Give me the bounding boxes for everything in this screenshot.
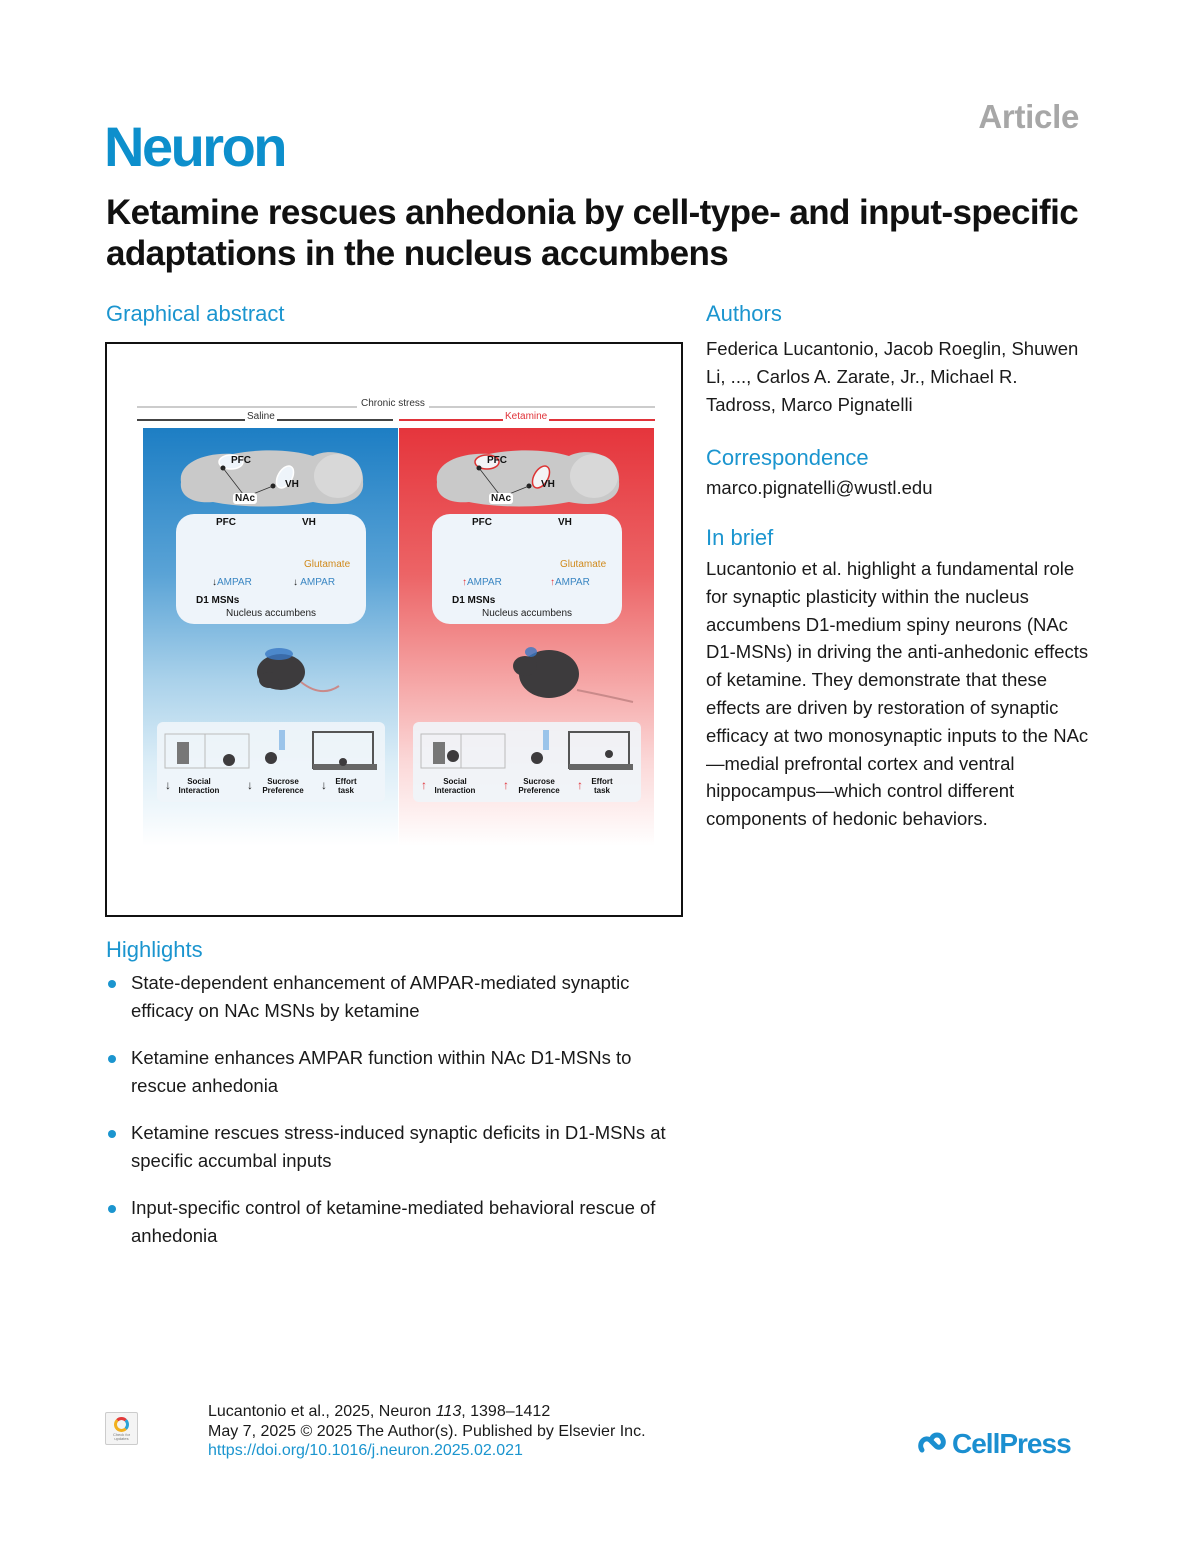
authors-heading: Authors (706, 301, 782, 326)
highlight-item: Input-specific control of ketamine-mediated behavioral rescue of anhedonia (106, 1194, 691, 1250)
brain-label-pfc: PFC (231, 455, 251, 466)
in-brief-heading: In brief (706, 525, 774, 550)
behavior-arrow-down-icon: ↓ (321, 778, 327, 792)
correspondence-email-link[interactable]: marco.pignatelli@wustl.edu (706, 477, 933, 498)
chronic-stress-label: Chronic stress (357, 398, 429, 409)
brain-label-nac: NAc (235, 493, 256, 504)
bullet-icon (108, 1055, 116, 1063)
in-brief-text: Lucantonio et al. highlight a fundamental role for synaptic plasticity within the nucleus accumbens D1-medium spiny neurons (NAc D1-MSNs) in driving the anti-anhedonic effects of ketamine. They demonstrate that these effects are driven by restoration of synaptic efficacy at two monosynaptic inputs to the NAc—medial prefrontal cortex and ventral hippocampus—which control different components of hedonic behaviors. (706, 558, 1089, 830)
highlights-list (106, 969, 706, 1250)
brain-label-vh: VH (285, 479, 299, 490)
behavior-apparatus-icon (163, 728, 381, 772)
highlight-item: Ketamine rescues stress-induced synaptic deficits in D1-MSNs at specific accumbal inputs (106, 1119, 691, 1175)
highlight-item: State-dependent enhancement of AMPAR-mediated synaptic efficacy on NAc MSNs by ketamine (106, 969, 691, 1025)
highlights-section (106, 937, 706, 1269)
behavior-effort-task: Effort task (591, 777, 613, 795)
authors-list: Federica Lucantonio, Jacob Roeglin, Shuwen Li, ..., Carlos A. Zarate, Jr., Michael R. Tadross, Marco Pignatelli (706, 338, 1079, 415)
in-brief-section (706, 525, 1091, 833)
highlight-item: Ketamine enhances AMPAR function within NAc D1-MSNs to rescue anhedonia (106, 1044, 691, 1100)
behavior-card (157, 722, 385, 802)
behavior-apparatus-icon (419, 728, 637, 772)
ketamine-label: Ketamine (505, 411, 548, 422)
highlights-heading: Highlights (106, 937, 203, 962)
ampar-left-label: ↓AMPAR (212, 577, 252, 588)
d1-msns-label: D1 MSNs (196, 595, 240, 606)
ketamine-panel (399, 428, 654, 846)
nucleus-accumbens-label: Nucleus accumbens (225, 608, 317, 619)
brain-label-vh: VH (541, 479, 555, 490)
cellpress-logo[interactable]: CellPress (918, 1428, 1071, 1460)
citation-line: Lucantonio et al., 2025, Neuron 113, 1398–1412 (208, 1403, 551, 1420)
behavior-arrow-up-icon: ↑ (503, 778, 509, 792)
cellpress-logo-icon (918, 1430, 948, 1458)
bullet-icon (108, 1205, 116, 1213)
behavior-arrow-up-icon: ↑ (421, 778, 427, 792)
d1-msns-label: D1 MSNs (452, 595, 496, 606)
doi-link[interactable]: https://doi.org/10.1016/j.neuron.2025.02.021 (208, 1442, 523, 1459)
synapse-inset (176, 514, 366, 624)
behavior-social-interaction: Social Interaction (434, 777, 476, 795)
brain-sagittal-icon (429, 442, 625, 512)
correspondence-heading: Correspondence (706, 445, 869, 470)
article-type-label: Article (978, 98, 1079, 135)
behavior-arrow-up-icon: ↑ (577, 778, 583, 792)
bullet-icon (108, 1130, 116, 1138)
inset-pfc-label: PFC (472, 517, 492, 528)
inset-pfc-label: PFC (216, 517, 236, 528)
ampar-left-label: ↑AMPAR (462, 577, 502, 588)
inset-vh-label: VH (558, 517, 572, 528)
graphical-abstract-figure (105, 342, 683, 917)
authors-section (706, 301, 1091, 419)
graphical-abstract-heading: Graphical abstract (106, 301, 285, 326)
sidebar-info (706, 301, 1091, 833)
glutamate-label: Glutamate (560, 559, 607, 570)
ampar-right-label: ↓ AMPAR (293, 577, 336, 588)
journal-name[interactable]: Neuron (104, 115, 285, 178)
correspondence-section (706, 445, 1091, 501)
article-title: Ketamine rescues anhedonia by cell-type- and input-specific adaptations in the nucleus accumbens (106, 193, 1079, 273)
mouse-icon (507, 638, 637, 708)
nucleus-accumbens-label: Nucleus accumbens (481, 608, 573, 619)
saline-panel (143, 428, 398, 846)
ampar-right-label: ↑AMPAR (550, 577, 590, 588)
bullet-icon (108, 980, 116, 988)
behavior-sucrose-preference: Sucrose Preference (518, 777, 560, 795)
inset-vh-label: VH (302, 517, 316, 528)
citation-block (208, 1402, 646, 1461)
behavior-card (413, 722, 641, 802)
publication-date-line: May 7, 2025 © 2025 The Author(s). Published by Elsevier Inc. (208, 1422, 646, 1440)
brain-label-nac: NAc (491, 493, 512, 504)
check-updates-icon (114, 1417, 129, 1432)
glutamate-label: Glutamate (304, 559, 351, 570)
brain-sagittal-icon (173, 442, 369, 512)
behavior-arrow-down-icon: ↓ (165, 778, 171, 792)
synapse-inset (432, 514, 622, 624)
behavior-social-interaction: Social Interaction (178, 777, 220, 795)
check-for-updates-badge[interactable]: Check for updates (105, 1412, 138, 1445)
behavior-effort-task: Effort task (335, 777, 357, 795)
mouse-icon (251, 642, 341, 702)
saline-label: Saline (247, 411, 275, 422)
brain-label-pfc: PFC (487, 455, 507, 466)
behavior-sucrose-preference: Sucrose Preference (262, 777, 304, 795)
behavior-arrow-down-icon: ↓ (247, 778, 253, 792)
